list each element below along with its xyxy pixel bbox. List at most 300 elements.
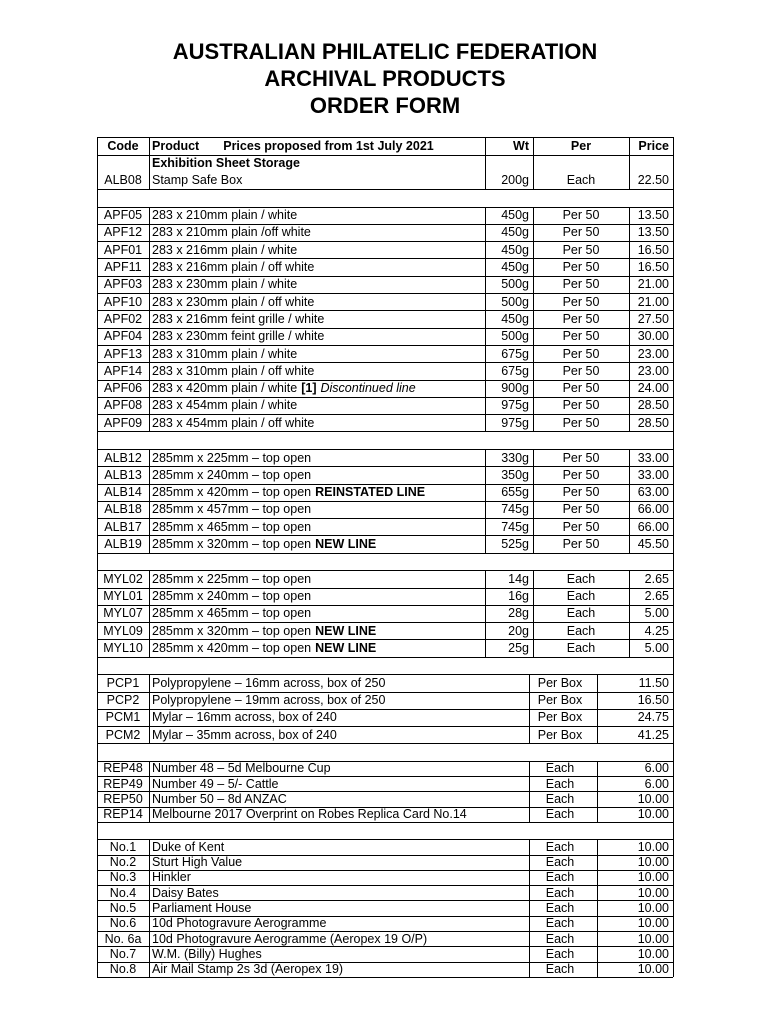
product-text: 283 x 230mm plain / white (152, 277, 298, 292)
table-row (97, 622, 673, 639)
per-cell: Each (545, 962, 575, 977)
product-text: 285mm x 465mm – top open (152, 606, 312, 621)
code-cell: No.2 (109, 855, 137, 870)
table-row (97, 345, 673, 362)
price-cell: 10.00 (637, 807, 669, 822)
price-cell: 10.00 (637, 901, 669, 916)
table-column-rule (533, 449, 534, 553)
table-row (97, 241, 673, 258)
table-rule (97, 776, 673, 777)
table-rule (97, 310, 673, 311)
price-cell: 2.65 (644, 589, 669, 604)
table-rule (97, 743, 673, 744)
price-cell: 2.65 (644, 571, 669, 586)
code-cell: APF12 (103, 225, 143, 240)
table-row (97, 807, 673, 822)
table-row (97, 674, 673, 691)
table-column-rule (149, 570, 150, 657)
table-row (97, 380, 673, 397)
table-rule (97, 761, 673, 762)
product-text: Melbourne 2017 Overprint on Robes Replica Card No.14 (152, 807, 467, 822)
section-heading: Exhibition Sheet Storage (152, 156, 300, 170)
per-cell: Each (545, 791, 575, 806)
table-row (97, 328, 673, 345)
price-cell: 30.00 (637, 329, 669, 344)
price-cell: 27.50 (637, 311, 669, 326)
price-cell: 10.00 (637, 931, 669, 946)
table-row (97, 535, 673, 552)
table-rule (97, 822, 673, 823)
product-cell (152, 397, 482, 414)
code-cell: ALB18 (104, 502, 142, 517)
product-note-bold: NEW LINE (315, 641, 377, 656)
per-cell: Per Box (537, 693, 583, 708)
product-cell (152, 870, 482, 885)
price-cell: 21.00 (637, 277, 669, 292)
table-row (97, 962, 673, 977)
header-product (152, 137, 482, 155)
product-text: Mylar – 16mm across, box of 240 (152, 710, 337, 725)
price-cell: 10.00 (637, 962, 669, 977)
table-row (97, 761, 673, 776)
header-per: Per (570, 138, 592, 153)
weight-cell: 500g (501, 277, 529, 292)
per-cell: Each (545, 901, 575, 916)
product-text: 283 x 454mm plain / white (152, 398, 298, 413)
price-cell: 6.00 (644, 776, 669, 791)
table-rule (97, 885, 673, 886)
table-rule (97, 870, 673, 871)
title-line-1: AUSTRALIAN PHILATELIC FEDERATION (172, 39, 598, 64)
price-cell: 16.50 (637, 260, 669, 275)
table-row (97, 791, 673, 806)
product-text: Number 50 – 8d ANZAC (152, 791, 287, 806)
table-column-rule (485, 449, 486, 553)
code-cell: ALB12 (104, 450, 142, 465)
code-cell: PCP1 (106, 675, 140, 690)
price-cell: 23.00 (637, 363, 669, 378)
per-cell: Each (545, 946, 575, 961)
table-rule (97, 258, 673, 259)
per-cell: Per 50 (562, 415, 600, 430)
product-cell (152, 946, 482, 961)
table-rule (97, 155, 673, 156)
table-rule (97, 207, 673, 208)
code-cell: ALB17 (104, 519, 142, 534)
per-cell: Each (545, 916, 575, 931)
table-column-rule (97, 137, 98, 977)
product-note-bold: REINSTATED LINE (315, 485, 426, 500)
per-cell: Per 50 (562, 242, 600, 257)
product-cell (152, 570, 482, 587)
table-rule (97, 224, 673, 225)
table-rule (97, 397, 673, 398)
weight-cell: 200g (501, 173, 529, 188)
table-rule (97, 709, 673, 710)
per-cell: Per 50 (562, 450, 600, 465)
table-rule (97, 276, 673, 277)
product-note-bold: NEW LINE (315, 623, 377, 638)
table-row (97, 501, 673, 518)
weight-cell: 675g (501, 346, 529, 361)
price-cell: 45.50 (637, 537, 669, 552)
product-cell (152, 345, 482, 362)
product-cell (152, 328, 482, 345)
table-row (97, 449, 673, 466)
code-cell: ALB08 (104, 173, 142, 188)
weight-cell: 500g (501, 329, 529, 344)
product-text: Hinkler (152, 870, 191, 885)
price-cell: 11.50 (638, 675, 669, 690)
table-rule (97, 657, 673, 658)
product-cell (152, 414, 482, 431)
code-cell: MYL10 (103, 641, 143, 656)
table-column-rule (533, 207, 534, 432)
code-cell: APF11 (104, 260, 142, 275)
code-cell: No.5 (109, 901, 137, 916)
price-cell: 13.50 (637, 208, 669, 223)
code-cell: APF06 (103, 381, 143, 396)
table-rule (97, 962, 673, 963)
table-row (97, 570, 673, 587)
table-row (97, 310, 673, 327)
per-cell: Per 50 (562, 537, 600, 552)
table-column-rule (149, 761, 150, 822)
code-cell: No.4 (109, 885, 137, 900)
product-text: 283 x 210mm plain /off white (152, 225, 311, 240)
price-cell: 10.00 (637, 946, 669, 961)
per-cell: Per 50 (562, 485, 600, 500)
product-text: 283 x 216mm feint grille / white (152, 311, 325, 326)
code-cell: No.7 (109, 946, 137, 961)
product-cell (152, 761, 482, 776)
code-cell: ALB19 (104, 537, 142, 552)
product-cell (152, 726, 482, 743)
per-cell: Each (566, 606, 596, 621)
price-cell: 10.00 (637, 885, 669, 900)
weight-cell: 450g (501, 225, 529, 240)
table-column-rule (597, 761, 598, 822)
code-cell: APF09 (103, 415, 143, 430)
table-rule (97, 692, 673, 693)
price-cell: 10.00 (637, 855, 669, 870)
table-rule (97, 466, 673, 467)
table-rule (97, 726, 673, 727)
product-cell (152, 962, 482, 977)
table-row (97, 588, 673, 605)
table-row (97, 137, 673, 155)
price-cell: 24.00 (637, 381, 669, 396)
product-text: Duke of Kent (152, 839, 225, 854)
table-column-rule (485, 570, 486, 657)
price-cell: 16.50 (637, 693, 669, 708)
product-note-bold: [1] (301, 381, 317, 396)
price-cell: 23.00 (637, 346, 669, 361)
table-rule (97, 916, 673, 917)
product-text: Number 48 – 5d Melbourne Cup (152, 761, 331, 776)
weight-cell: 500g (501, 294, 529, 309)
price-cell: 63.00 (637, 485, 669, 500)
product-text: 283 x 310mm plain / white (152, 346, 298, 361)
product-text: W.M. (Billy) Hughes (152, 946, 262, 961)
table-row (97, 293, 673, 310)
product-text: Stamp Safe Box (152, 173, 243, 188)
product-cell (152, 241, 482, 258)
weight-cell: 655g (501, 485, 529, 500)
price-cell: 10.00 (637, 870, 669, 885)
weight-cell: 450g (501, 260, 529, 275)
per-cell: Each (545, 855, 575, 870)
header-price: Price (638, 138, 669, 153)
table-rule (97, 362, 673, 363)
table-row (97, 709, 673, 726)
product-cell (152, 855, 482, 870)
table-row (97, 276, 673, 293)
per-cell: Each (545, 776, 575, 791)
product-text: 283 x 454mm plain / off white (152, 415, 315, 430)
table-column-rule (149, 449, 150, 553)
code-cell: APF08 (103, 398, 143, 413)
weight-cell: 900g (501, 381, 529, 396)
table-rule (97, 553, 673, 554)
table-rule (97, 535, 673, 536)
table-rule (97, 946, 673, 947)
price-cell: 16.50 (637, 242, 669, 257)
table-row (97, 776, 673, 791)
weight-cell: 450g (501, 311, 529, 326)
code-cell: ALB13 (104, 467, 142, 482)
per-cell: Per 50 (562, 208, 600, 223)
table-row (97, 916, 673, 931)
weight-cell: 745g (501, 519, 529, 534)
table-row (97, 605, 673, 622)
per-cell: Per Box (537, 710, 583, 725)
product-cell (152, 639, 482, 656)
table-row (97, 258, 673, 275)
product-cell (152, 449, 482, 466)
product-text: Mylar – 35mm across, box of 240 (152, 727, 337, 742)
product-cell (152, 605, 482, 622)
per-cell: Per 50 (562, 363, 600, 378)
table-row (97, 172, 673, 190)
code-cell: PCM1 (105, 710, 141, 725)
product-text: 283 x 216mm plain / off white (152, 260, 315, 275)
table-rule (97, 931, 673, 932)
table-row (97, 870, 673, 885)
code-cell: MYL07 (103, 606, 143, 621)
code-cell: APF02 (103, 311, 143, 326)
code-cell: APF14 (103, 363, 143, 378)
product-cell (152, 293, 482, 310)
per-cell: Each (566, 641, 596, 656)
table-column-rule (149, 137, 150, 189)
table-column-rule (533, 570, 534, 657)
product-cell (152, 931, 482, 946)
product-cell (152, 276, 482, 293)
code-cell: APF04 (103, 329, 143, 344)
table-row (97, 224, 673, 241)
table-column-rule (149, 207, 150, 432)
table-column-rule (629, 137, 630, 189)
table-rule (97, 605, 673, 606)
price-cell: 10.00 (637, 791, 669, 806)
table-row (97, 692, 673, 709)
price-cell: 28.50 (637, 415, 669, 430)
table-rule (97, 588, 673, 589)
product-text: 285mm x 420mm – top open (152, 641, 312, 656)
per-cell: Each (566, 571, 596, 586)
product-cell (152, 791, 482, 806)
table-row (97, 466, 673, 483)
price-cell: 5.00 (644, 606, 669, 621)
per-cell: Each (545, 931, 575, 946)
table-row (97, 946, 673, 961)
product-text: 285mm x 225mm – top open (152, 571, 312, 586)
product-cell (152, 207, 482, 224)
per-cell: Per 50 (562, 225, 600, 240)
table-column-rule (149, 839, 150, 977)
product-cell (152, 224, 482, 241)
table-rule (97, 380, 673, 381)
per-cell: Per 50 (562, 398, 600, 413)
product-cell (152, 466, 482, 483)
code-cell: REP50 (103, 791, 143, 806)
product-text: 285mm x 240mm – top open (152, 467, 312, 482)
weight-cell: 450g (501, 208, 529, 223)
header-code: Code (107, 138, 139, 153)
table-column-rule (149, 674, 150, 743)
product-cell (152, 380, 482, 397)
product-text: 283 x 216mm plain / white (152, 242, 298, 257)
table-rule (97, 639, 673, 640)
per-cell: Per 50 (562, 294, 600, 309)
product-text: 285mm x 225mm – top open (152, 450, 312, 465)
per-cell: Per 50 (562, 519, 600, 534)
product-text: 285mm x 465mm – top open (152, 519, 312, 534)
product-cell (152, 839, 482, 854)
table-column-rule (485, 137, 486, 189)
weight-cell: 975g (501, 398, 529, 413)
product-text: Polypropylene – 16mm across, box of 250 (152, 675, 386, 690)
table-column-rule (629, 207, 630, 432)
table-row (97, 414, 673, 431)
table-column-rule (533, 137, 534, 189)
weight-cell: 525g (501, 537, 529, 552)
table-rule (97, 449, 673, 450)
table-rule (97, 431, 673, 432)
table-row (97, 362, 673, 379)
code-cell: REP48 (103, 761, 143, 776)
code-cell: APF10 (103, 294, 143, 309)
product-cell (152, 501, 482, 518)
header-prices-note: Prices proposed from 1st July 2021 (223, 138, 434, 153)
table-rule (97, 839, 673, 840)
price-cell: 10.00 (637, 839, 669, 854)
price-cell: 24.75 (637, 710, 669, 725)
per-cell: Per 50 (562, 329, 600, 344)
code-cell: No.3 (109, 870, 137, 885)
table-row (97, 484, 673, 501)
table-row (97, 931, 673, 946)
product-text: 10d Photogravure Aerogramme (Aeropex 19 O/P) (152, 931, 428, 946)
product-text: Parliament House (152, 901, 252, 916)
per-cell: Each (545, 870, 575, 885)
table-rule (97, 674, 673, 675)
table-column-rule (529, 674, 530, 743)
product-cell (152, 709, 482, 726)
product-cell (152, 535, 482, 552)
product-cell (152, 916, 482, 931)
weight-cell: 28g (508, 606, 529, 621)
code-cell: APF13 (103, 346, 143, 361)
per-cell: Per 50 (562, 381, 600, 396)
product-text: 283 x 420mm plain / white (152, 381, 298, 396)
per-cell: Each (566, 623, 596, 638)
code-cell: ALB14 (104, 485, 142, 500)
price-cell: 33.00 (637, 467, 669, 482)
table-rule (97, 977, 673, 978)
per-cell: Per Box (537, 727, 583, 742)
price-cell: 41.25 (637, 727, 669, 742)
price-cell: 6.00 (644, 761, 669, 776)
product-cell (152, 674, 482, 691)
price-cell: 33.00 (637, 450, 669, 465)
code-cell: No. 6a (104, 931, 142, 946)
code-cell: APF01 (103, 242, 143, 257)
product-text: 283 x 230mm feint grille / white (152, 329, 325, 344)
product-cell (152, 362, 482, 379)
product-text: 10d Photogravure Aerogramme (152, 916, 327, 931)
table-rule (97, 900, 673, 901)
code-cell: APF05 (103, 208, 143, 223)
table-rule (97, 189, 673, 190)
product-cell (152, 484, 482, 501)
per-cell: Per 50 (562, 277, 600, 292)
table-rule (97, 293, 673, 294)
weight-cell: 975g (501, 415, 529, 430)
code-cell: REP49 (103, 776, 143, 791)
weight-cell: 675g (501, 363, 529, 378)
table-row (97, 518, 673, 535)
table-row (97, 900, 673, 915)
table-row (97, 726, 673, 743)
product-cell (152, 776, 482, 791)
table-rule (97, 501, 673, 502)
product-text: Air Mail Stamp 2s 3d (Aeropex 19) (152, 962, 344, 977)
per-cell: Each (566, 589, 596, 604)
product-cell (152, 588, 482, 605)
per-cell: Per 50 (562, 311, 600, 326)
weight-cell: 450g (501, 242, 529, 257)
table-rule (97, 622, 673, 623)
price-cell: 21.00 (637, 294, 669, 309)
code-cell: PCP2 (106, 693, 140, 708)
table-column-rule (629, 449, 630, 553)
table-rule (97, 328, 673, 329)
product-cell (152, 807, 482, 822)
weight-cell: 745g (501, 502, 529, 517)
per-cell: Per 50 (562, 346, 600, 361)
table-column-rule (485, 207, 486, 432)
code-cell: No.1 (109, 839, 137, 854)
product-text: 283 x 210mm plain / white (152, 208, 298, 223)
table-row (97, 155, 673, 172)
code-cell: MYL01 (103, 589, 143, 604)
product-cell (152, 518, 482, 535)
price-cell: 5.00 (644, 641, 669, 656)
table-column-rule (597, 674, 598, 743)
product-cell (152, 885, 482, 900)
